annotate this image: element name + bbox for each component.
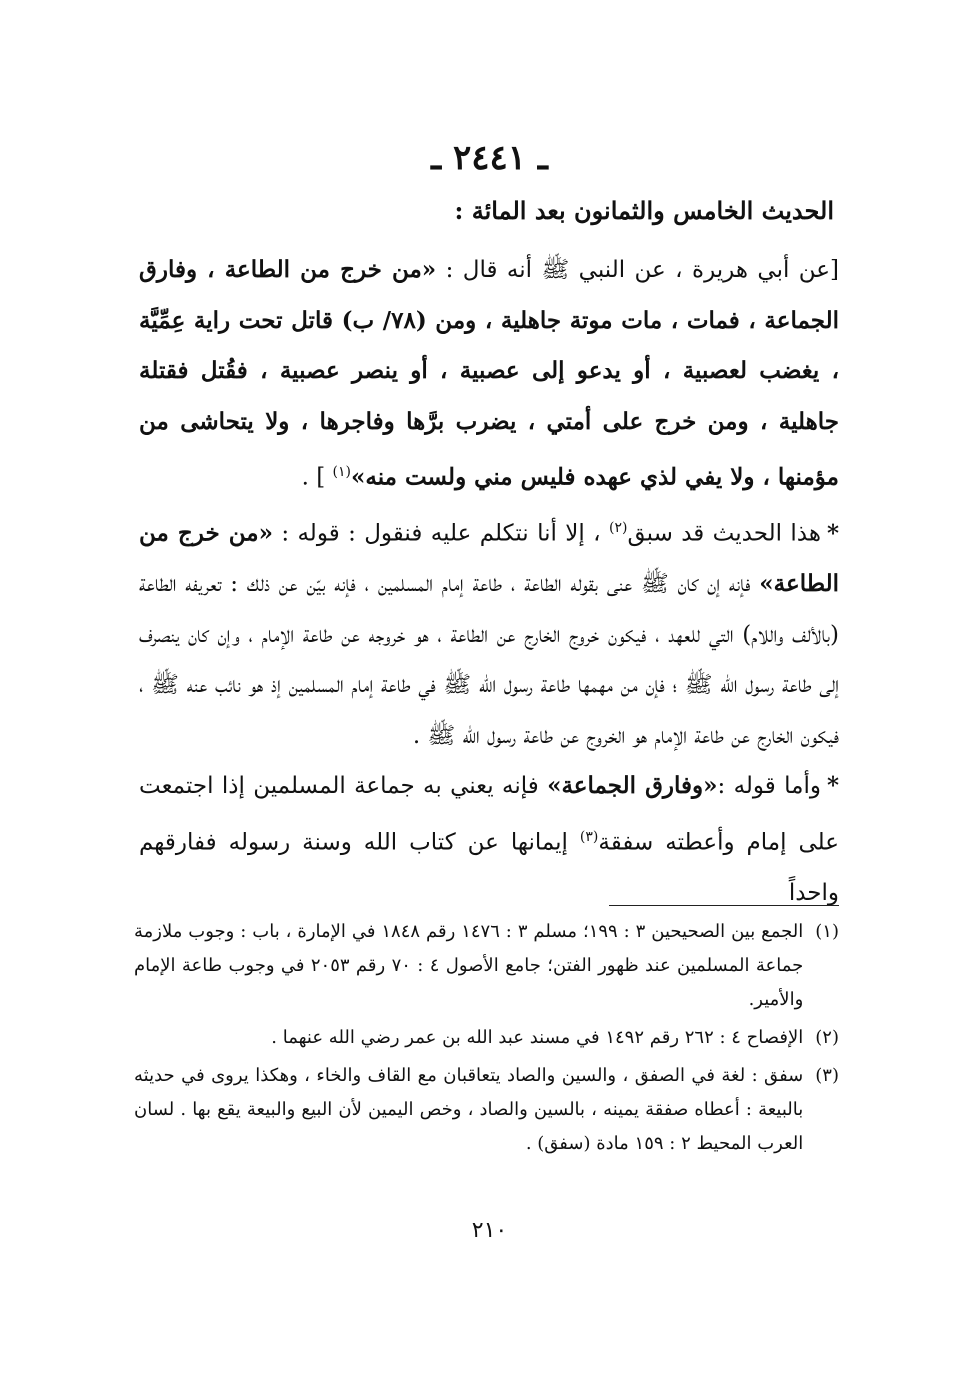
footnote-ref-2: (٢) [608, 520, 628, 537]
commentary-2-quote: «وفارق الجماعة» [547, 772, 718, 800]
commentary-2c: إيمانها عن كتاب الله وسنة رسوله ففارقهم واحداً [139, 829, 839, 906]
section-heading: الحديث الخامس والثمانون بعد المائة : [454, 196, 834, 225]
commentary-1a: هذا الحديث قد سبق [627, 520, 821, 547]
footnote-number: (٢) [815, 1027, 839, 1048]
commentary-1b: ، إلا أنا نتكلم عليه فنقول : قوله : [281, 520, 609, 547]
footnotes [134, 915, 839, 1165]
star-marker: * [826, 772, 839, 800]
hadith-text: «من خرج من الطاعة ، وفارق الجماعة ، فمات ، مات موتة جاهلية ، ومن (٧٨/ ب) قاتل تحت راية عِمِّيَّة ، يغضب لعصبية ، أو يدعو إلى عصبية ، أو ينصر عصبية ، فقُتل فقتلة جاهلية ، ومن خرج على أمتي ، يضرب برَّها وفاجرها ، ولا يتحاشى من مؤمنها ، ولا يفي لذي عهده فليس مني ولست منه» [139, 256, 839, 491]
footnote-ref-3: (٣) [579, 828, 599, 845]
hadith-number-header: ـ ٢٤٤١ ـ [431, 138, 548, 178]
footnote-2 [134, 1021, 839, 1055]
footnote-text: الإفصاح ٤ : ٢٦٢ رقم ١٤٩٢ في مسند عبد الله بن عمر رضي الله عنهما . [271, 1027, 804, 1048]
main-text [139, 245, 839, 918]
footnote-ref-1: (١) [332, 464, 351, 480]
hadith-paragraph [139, 245, 839, 503]
commentary-2a: وأما قوله : [717, 773, 821, 800]
hadith-closing: ] . [301, 464, 333, 491]
star-marker: * [826, 519, 839, 547]
commentary-2b: فإنه يعني به جماعة المسلمين إذا اجتمعت على إمام وأعطته سفقة [139, 773, 839, 856]
footnote-text: سفق : لغة في الصفق ، والسين والصاد يتعاقبان مع القاف والخاء ، وهكذا يروى في حديثه بالبيعة : أعطاه صفقة يمينه ، بالسين والصاد ، وخص اليمين لأن البيع والبيعة يقع بها . لسان العرب المحيط ٢ : ١٥٩ مادة (سفق) . [134, 1065, 804, 1154]
footnote-3 [134, 1059, 839, 1161]
footnote-number: (٣) [815, 1065, 839, 1086]
commentary-paragraph-2 [139, 761, 839, 918]
commentary-paragraph-1 [139, 503, 839, 761]
commentary-1-quote: «من خرج من الطاعة» [139, 519, 839, 598]
commentary-1c: فإنه إن كان ﷺ عنى بقوله الطاعة ، طاعة إمام المسلمين ، فإنه بيّن عن ذلك : تعريفه الطاعة (بالألف واللام) التي للعهد ، فيكون خروج الخارج عن الطاعة ، هو خروجه عن طاعة الإمام ، وإن كان ينصرف إلى طاعة رسول الله ﷺ ؛ فإن من مهمها طاعة رسول الله ﷺ في طاعة إمام المسلمين إذ هو نائب عنه ﷺ ، فيكون الخارج عن طاعة الإمام هو الخروج عن طاعة رسول الله ﷺ . [139, 571, 839, 749]
footnote-number: (١) [815, 921, 839, 942]
footnote-divider [609, 905, 839, 906]
footnote-1 [134, 915, 839, 1017]
page-number: ٢١٠ [471, 1218, 508, 1243]
footnote-text: الجمع بين الصحيحين ٣ : ١٩٩؛ مسلم ٣ : ١٤٧٦ رقم ١٨٤٨ في الإمارة ، باب : وجوب ملازمة جماعة المسلمين عند ظهور الفتن؛ جامع الأصول ٤ : ٧٠ رقم ٢٠٥٣ في وجوب طاعة الإمام والأمير. [134, 921, 804, 1010]
hadith-opening: [عن أبي هريرة ، عن النبي ﷺ أنه قال : [445, 257, 839, 283]
